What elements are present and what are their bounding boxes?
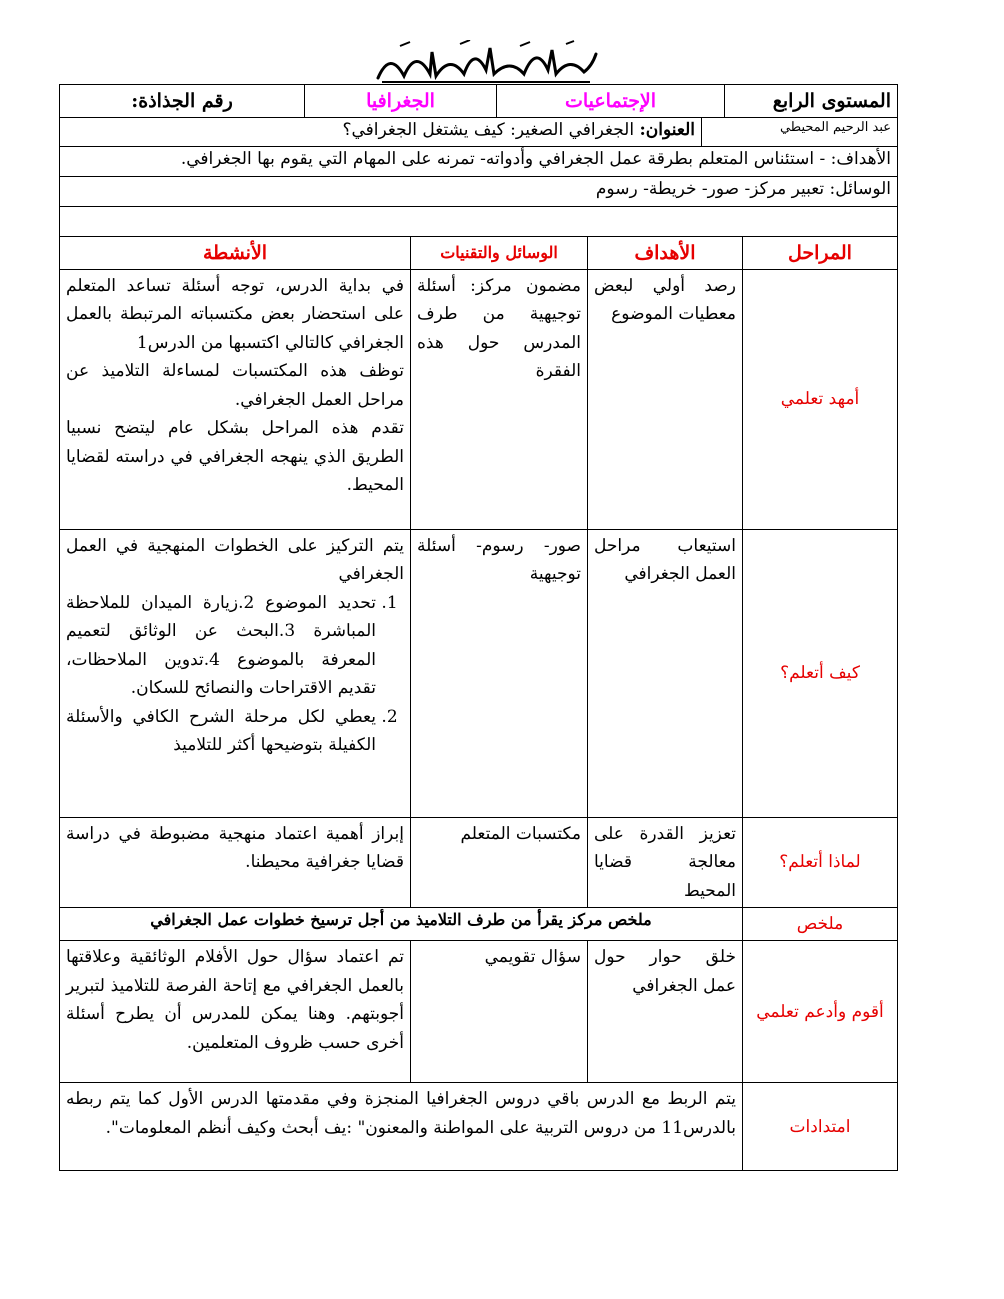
goal-cell: رصد أولي لبعض معطيات الموضوع bbox=[588, 269, 743, 529]
means-text: الوسائل: تعبير مركز- صور- خريطة- رسوم bbox=[595, 178, 891, 199]
phase-cell: أمهد تعلمي bbox=[743, 269, 898, 529]
info-table bbox=[59, 118, 898, 237]
table-row bbox=[60, 941, 898, 1083]
activity-paragraph: تقدم هذه المراحل بشكل عام ليتضح نسبيا الطريق الذي ينهجه الجغرافي في دراسته لقضايا المحيط. bbox=[66, 418, 404, 495]
subject-label: الإجتماعيات bbox=[564, 90, 657, 112]
means-cell bbox=[60, 176, 898, 206]
lesson-table bbox=[59, 237, 898, 1172]
means-cell: صور- رسوم- أسئلة توجيهية bbox=[411, 529, 588, 817]
activities-cell: إبراز أهمية اعتماد منهجية مضبوطة في دراسة قضايا جغرافية محيطنا. bbox=[60, 817, 411, 908]
level-cell bbox=[725, 85, 898, 118]
phase-cell: أقوم وأدعم تعلمي bbox=[743, 941, 898, 1083]
table-row bbox=[60, 1083, 898, 1171]
activity-paragraph: يتم التركيز على الخطوات المنهجية في العمل الجغرافي bbox=[66, 535, 404, 584]
phase-cell: امتدادات bbox=[743, 1083, 898, 1171]
means-cell: مضمون مركز: أسئلة توجيهية من طرف المدرس حول هذه الفقرة bbox=[411, 269, 588, 529]
goal-cell: تعزيز القدرة على معالجة قضايا المحيط bbox=[588, 817, 743, 908]
phase-cell: ملخص bbox=[743, 908, 898, 941]
header-table bbox=[59, 84, 898, 118]
means-cell: مكتسبات المتعلم bbox=[411, 817, 588, 908]
teacher-cell bbox=[702, 118, 898, 146]
goal-cell: خلق حوار حول عمل الجغرافي bbox=[588, 941, 743, 1083]
header-phases: المراحل bbox=[743, 237, 898, 270]
table-row bbox=[60, 269, 898, 529]
goal-cell: استيعاب مراحل العمل الجغرافي bbox=[588, 529, 743, 817]
list-item: 2. يعطي لكل مرحلة الشرح الكافي والأسئلة الكفيلة بتوضيحها أكثر للتلاميذ bbox=[66, 703, 376, 760]
card-number-cell bbox=[60, 85, 305, 118]
extensions-cell: يتم الربط مع الدرس باقي دروس الجغرافيا المنجزة وفي مقدمتها الدرس الأول كما يتم ربطه بالدرس11 من دروس التربية على المواطنة والمعنون" :يف أبحث وكيف أنظم المعلومات". bbox=[60, 1083, 743, 1171]
activity-paragraph: توظف هذه المكتسبات لمساءلة التلاميذ عن مراحل العمل الجغرافي. bbox=[66, 361, 404, 410]
teacher-name: عبد الرحيم المحيطي bbox=[779, 120, 891, 135]
summary-cell: ملخص مركز يقرأ من طرف التلاميذ من أجل ترسيخ خطوات عمل الجغرافي bbox=[60, 908, 743, 941]
activities-cell bbox=[60, 529, 411, 817]
means-cell: سؤال تقويمي bbox=[411, 941, 588, 1083]
phase-cell: كيف أتعلم؟ bbox=[743, 529, 898, 817]
table-row bbox=[60, 529, 898, 817]
table-row bbox=[60, 817, 898, 908]
card-number-label: رقم الجذاذة: bbox=[131, 90, 233, 112]
objectives-cell bbox=[60, 146, 898, 176]
title-value: الجغرافي الصغير: كيف يشتغل الجغرافي؟ bbox=[342, 120, 635, 140]
activities-cell: تم اعتماد سؤال حول الأفلام الوثائقية وعلاقتها بالعمل الجغرافي مع إتاحة الفرصة للتلاميذ لتبرير أجوبتهم. وهنا يمكن للمدرس أن يطرح أسئلة أخرى حسب ظروف المتعلمين. bbox=[60, 941, 411, 1083]
branch-label: الجغرافيا bbox=[366, 90, 435, 112]
lesson-sheet bbox=[59, 84, 898, 1171]
steps-list bbox=[66, 589, 404, 760]
header-goals: الأهداف bbox=[588, 237, 743, 270]
subject-cell bbox=[497, 85, 725, 118]
title-label: العنوان: bbox=[639, 120, 695, 140]
phase-cell: لماذا أتعلم؟ bbox=[743, 817, 898, 908]
basmala-calligraphy bbox=[370, 40, 600, 86]
activities-cell bbox=[60, 269, 411, 529]
header-activities: الأنشطة bbox=[60, 237, 411, 270]
activity-paragraph: في بداية الدرس، توجه أسئلة تساعد المتعلم على استحضار بعض مكتسباته المرتبطة بالعمل الجغرافي كالتالي اكتسبها من الدرس1 bbox=[66, 275, 404, 353]
list-item: 1. تحديد الموضوع 2.زيارة الميدان للملاحظة المباشرة 3.البحث عن الوثائق لتعميم المعرفة بالموضوع 4.تدوين الملاحظات، تقديم الاقتراحات والنصائح للسكان. bbox=[66, 589, 376, 703]
level-label: المستوى الرابع bbox=[772, 90, 891, 112]
objectives-text: الأهداف: - استئناس المتعلم بطرقة عمل الجغرافي وأدواته- تمرنه على المهام التي يقوم بها الجغرافي. bbox=[180, 148, 891, 169]
table-row bbox=[60, 908, 898, 941]
empty-row bbox=[60, 206, 898, 236]
title-cell bbox=[60, 118, 702, 146]
branch-cell bbox=[305, 85, 497, 118]
header-means: الوسائل والتقنيات bbox=[411, 237, 588, 270]
